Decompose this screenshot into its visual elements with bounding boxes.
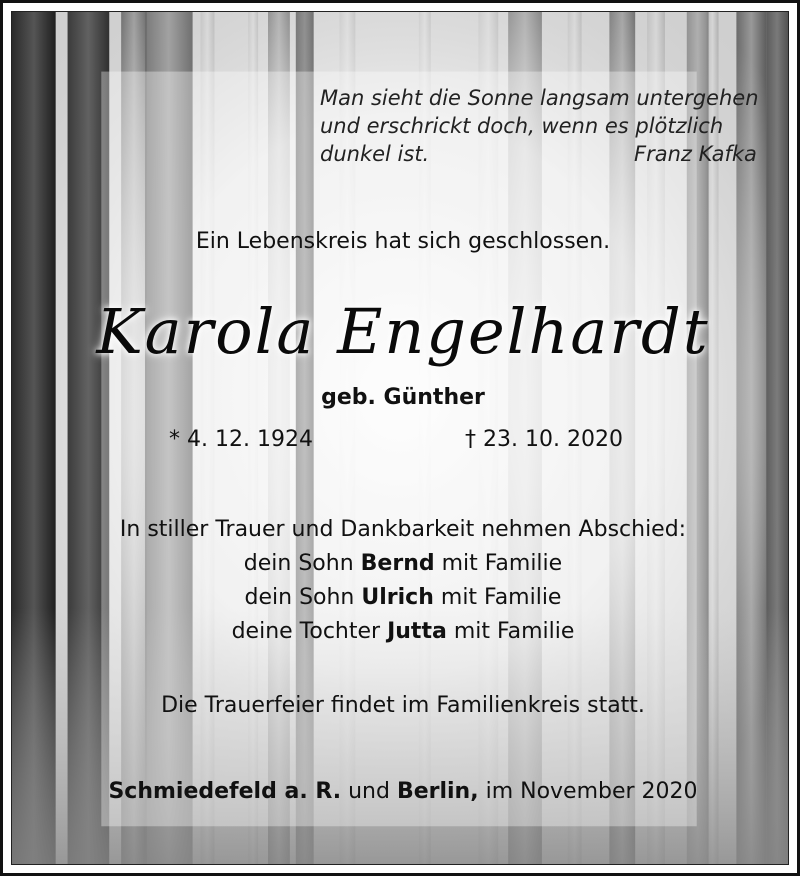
mourner-name: Bernd <box>360 551 435 576</box>
quote-line: und erschrickt doch, wenn es plötzlich <box>320 114 724 138</box>
quote-line: dunkel ist. <box>320 142 430 166</box>
mourner-name: Jutta <box>387 619 447 644</box>
service-note: Die Trauerfeier findet im Familienkreis statt. <box>161 693 645 718</box>
quote-author: Franz Kafka <box>634 142 757 166</box>
mourner-suffix: mit Familie <box>453 619 575 644</box>
mourner-row <box>3 615 800 649</box>
quote-line-last <box>320 140 760 168</box>
place-connector: und <box>348 779 390 804</box>
deceased-name: Karola Engelhardt <box>96 295 710 368</box>
place-and-date <box>3 779 800 804</box>
mourner-row <box>3 581 800 615</box>
place-two: Berlin, <box>396 779 479 804</box>
place-one: Schmiedefeld a. R. <box>108 779 342 804</box>
mourner-suffix: mit Familie <box>440 585 562 610</box>
maiden-name: geb. Günther <box>321 385 485 410</box>
intro-line: Ein Lebenskreis hat sich geschlossen. <box>195 229 611 254</box>
mourner-prefix: dein Sohn <box>243 551 354 576</box>
death-date: † 23. 10. 2020 <box>465 427 623 452</box>
mourner-name: Ulrich <box>361 585 434 610</box>
notice-frame <box>11 11 789 865</box>
mourner-prefix: deine Tochter <box>231 619 381 644</box>
birth-date: * 4. 12. 1924 <box>169 427 313 452</box>
notice-date: im November 2020 <box>485 779 698 804</box>
kafka-quote <box>320 84 760 168</box>
quote-line: Man sieht die Sonne langsam untergehen <box>320 86 759 110</box>
mourners-heading: In stiller Trauer und Dankbarkeit nehmen Abschied: <box>119 517 687 542</box>
mourner-row <box>3 547 800 581</box>
mourner-prefix: dein Sohn <box>244 585 355 610</box>
mourner-suffix: mit Familie <box>441 551 563 576</box>
mourners-block <box>3 513 800 649</box>
